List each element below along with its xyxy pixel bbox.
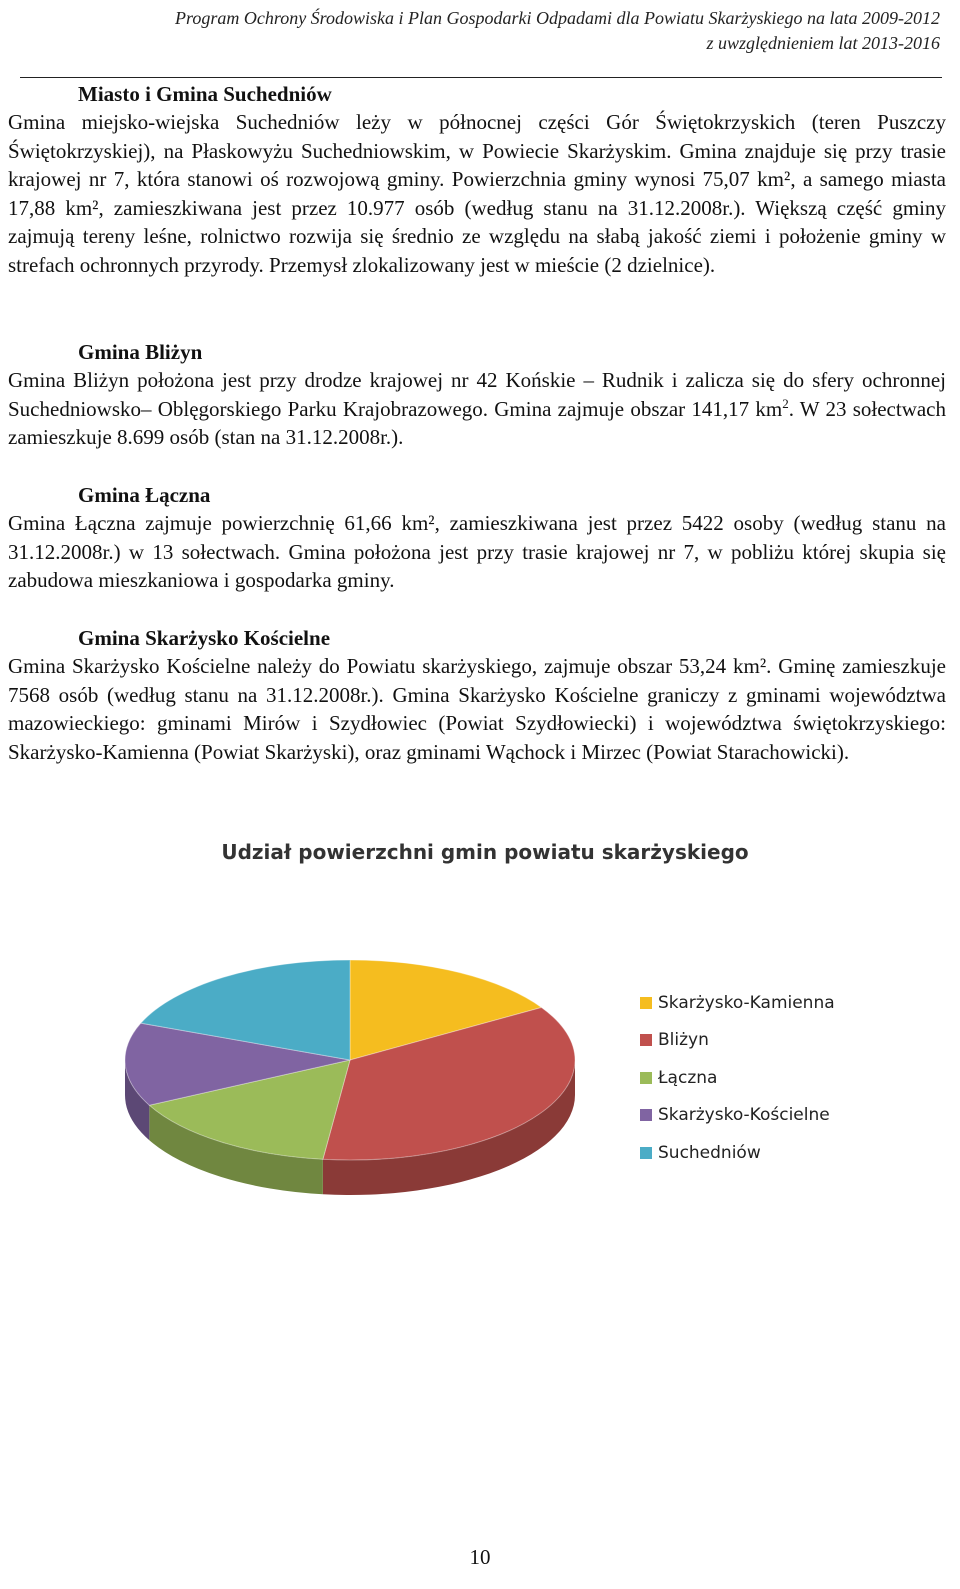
legend-swatch	[640, 1034, 652, 1046]
superscript: 2	[782, 395, 789, 411]
section-text: Gmina miejsko-wiejska Suchedniów leży w północnej części Gór Świętokrzyskich (teren Puszczy Świętokrzyskiej), na Płaskowyżu Suchedniowskim, w Powiecie Skarżyskim. Gmina znajduje się przy trasie krajowej nr 7, która stanowi oś rozwojową gminy. Powierzchnia gminy wynosi 75,07 km², a samego miasta 17,88 km², zamieszkiwana jest przez 10.977 osób (według stanu na 31.12.2008r.). Większą część gminy zajmują tereny leśne, rolnictwo rozwija się średnio ze względu na słabą jakość ziemi i położenie gminy w strefach ochronnych przyrody. Przemysł zlokalizowany jest w mieście (2 dzielnice).	[8, 110, 946, 277]
legend-label: Bliżyn	[658, 1030, 709, 1051]
legend-label: Skarżysko-Kamienna	[658, 992, 835, 1013]
legend-item-blizyn	[640, 1022, 835, 1060]
section-heading: Miasto i Gmina Suchedniów	[78, 82, 332, 106]
legend-swatch	[640, 1072, 652, 1084]
section-heading: Gmina Skarżysko Kościelne	[78, 626, 331, 650]
section-blizyn	[8, 338, 946, 452]
legend-swatch	[640, 1109, 652, 1121]
legend-item-skarzysko-kamienna	[640, 984, 835, 1022]
chart-title: Udział powierzchni gmin powiatu skarżyskiego	[221, 840, 749, 864]
legend-item-laczna	[640, 1059, 835, 1097]
page-header	[0, 6, 940, 56]
legend-swatch	[640, 997, 652, 1009]
section-text-part: . W 23 sołectwach zamieszkuje 8.699 osób (stan na 31.12.2008r.).	[8, 396, 947, 449]
section-koscielne	[8, 624, 946, 766]
chart-legend	[640, 984, 835, 1172]
section-text: Gmina Skarżysko Kościelne należy do Powiatu skarżyskiego, zajmuje obszar 53,24 km². Gminę zamieszkuje 7568 osób (według stanu na 31.12.2008r.). Gmina Skarżysko Kościelne graniczy z gminami województwa mazowieckiego: gminami Mirów i Szydłowiec (Powiat Szydłowiecki) i województwa świętokrzyskiego: Skarżysko-Kamienna (Powiat Skarżyski), oraz gminami Wąchock i Mirzec (Powiat Starachowicki).	[8, 654, 946, 764]
header-rule	[20, 77, 942, 78]
header-line-1: Program Ochrony Środowiska i Plan Gospodarki Odpadami dla Powiatu Skarżyskiego na lata 2009-2012	[175, 8, 940, 28]
header-line-2: z uwzględnieniem lat 2013-2016	[706, 33, 940, 53]
section-suchedniow	[8, 80, 946, 279]
section-laczna	[8, 481, 946, 595]
legend-item-suchedniow	[640, 1134, 835, 1172]
section-heading: Gmina Łączna	[78, 483, 211, 507]
section-text-part: Gmina Bliżyn położona jest przy drodze krajowej nr 42 Końskie – Rudnik i zalicza się do sfery ochronnej Suchedniowsko– Oblęgorskiego Parku Krajobrazowego. Gmina zajmuje obszar 141,17 km	[8, 368, 946, 421]
legend-label: Łączna	[658, 1067, 718, 1088]
legend-swatch	[640, 1147, 652, 1159]
legend-label: Skarżysko-Kościelne	[658, 1105, 830, 1126]
legend-label: Suchedniów	[658, 1142, 761, 1163]
section-text	[8, 366, 946, 452]
section-text: Gmina Łączna zajmuje powierzchnię 61,66 km², zamieszkiwana jest przez 5422 osoby (według stanu na 31.12.2008r.) w 13 sołectwach. Gmina położona jest przy trasie krajowej nr 7, w pobliżu której skupia się zabudowa mieszkaniowa i gospodarka gminy.	[8, 511, 946, 592]
section-heading: Gmina Bliżyn	[78, 340, 203, 364]
pie-chart	[100, 828, 870, 1258]
legend-item-skarzysko-koscielne	[640, 1097, 835, 1135]
pie-chart-svg	[100, 828, 620, 1258]
page-number: 10	[469, 1545, 491, 1569]
